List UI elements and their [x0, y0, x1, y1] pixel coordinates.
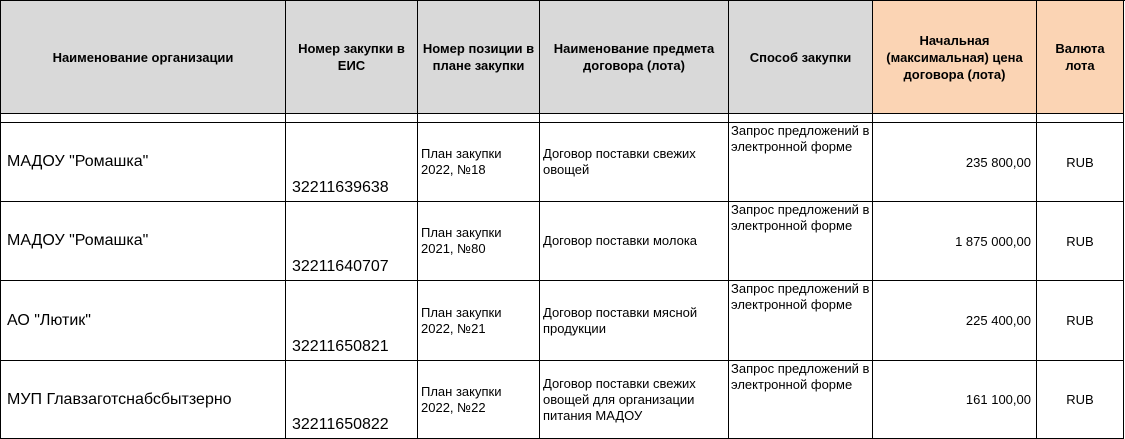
cell-plan-position[interactable]: План закупки 2022, №22: [418, 361, 540, 439]
cell-method[interactable]: Запрос предложений в электронной форме: [729, 202, 873, 281]
cell-org[interactable]: МАДОУ "Ромашка": [1, 123, 286, 202]
cell-subject[interactable]: Договор поставки мясной продукции: [540, 281, 729, 361]
header-price[interactable]: Начальная (максимальная) цена договора (лота): [873, 1, 1037, 114]
gap-cell[interactable]: [1, 114, 286, 123]
cell-subject[interactable]: Договор поставки молока: [540, 202, 729, 281]
cell-eis-number[interactable]: 32211639638: [286, 123, 418, 202]
cell-eis-number[interactable]: 32211650821: [286, 281, 418, 361]
cell-eis-number[interactable]: 32211640707: [286, 202, 418, 281]
header-subject[interactable]: Наименование предмета договора (лота): [540, 1, 729, 114]
cell-plan-position[interactable]: План закупки 2022, №18: [418, 123, 540, 202]
gap-cell[interactable]: [1037, 114, 1124, 123]
cell-currency[interactable]: RUB: [1037, 361, 1124, 439]
cell-currency[interactable]: RUB: [1037, 281, 1124, 361]
cell-price[interactable]: 161 100,00: [873, 361, 1037, 439]
header-currency[interactable]: Валюта лота: [1037, 1, 1124, 114]
cell-org[interactable]: МУП Главзаготснабсбытзерно: [1, 361, 286, 439]
header-org[interactable]: Наименование организации: [1, 1, 286, 114]
cell-method[interactable]: Запрос предложений в электронной форме: [729, 361, 873, 439]
cell-eis-number[interactable]: 32211650822: [286, 361, 418, 439]
cell-plan-position[interactable]: План закупки 2022, №21: [418, 281, 540, 361]
header-plan-position[interactable]: Номер позиции в плане закупки: [418, 1, 540, 114]
gap-cell[interactable]: [873, 114, 1037, 123]
cell-currency[interactable]: RUB: [1037, 123, 1124, 202]
cell-subject[interactable]: Договор поставки свежих овощей: [540, 123, 729, 202]
header-eis-number[interactable]: Номер закупки в ЕИС: [286, 1, 418, 114]
gap-cell[interactable]: [540, 114, 729, 123]
cell-currency[interactable]: RUB: [1037, 202, 1124, 281]
cell-org[interactable]: МАДОУ "Ромашка": [1, 202, 286, 281]
cell-price[interactable]: 225 400,00: [873, 281, 1037, 361]
header-method[interactable]: Способ закупки: [729, 1, 873, 114]
cell-price[interactable]: 235 800,00: [873, 123, 1037, 202]
cell-plan-position[interactable]: План закупки 2021, №80: [418, 202, 540, 281]
cell-method[interactable]: Запрос предложений в электронной форме: [729, 123, 873, 202]
cell-org[interactable]: АО "Лютик": [1, 281, 286, 361]
gap-cell[interactable]: [418, 114, 540, 123]
cell-method[interactable]: Запрос предложений в электронной форме: [729, 281, 873, 361]
cell-subject[interactable]: Договор поставки свежих овощей для организации питания МАДОУ: [540, 361, 729, 439]
gap-cell[interactable]: [286, 114, 418, 123]
gap-cell[interactable]: [729, 114, 873, 123]
cell-price[interactable]: 1 875 000,00: [873, 202, 1037, 281]
